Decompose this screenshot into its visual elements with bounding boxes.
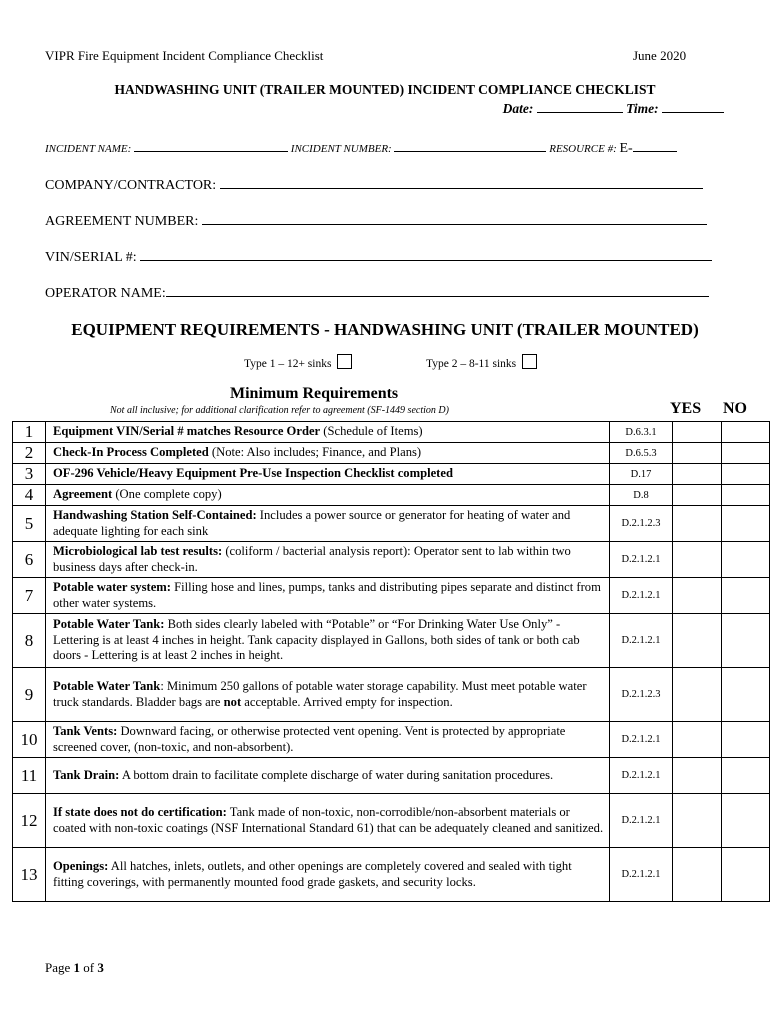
table-row — [13, 464, 770, 485]
table-row — [13, 722, 770, 758]
operator-row — [45, 282, 709, 302]
vin-field[interactable] — [140, 246, 712, 261]
no-checkbox-cell[interactable] — [722, 794, 770, 848]
table-row — [13, 443, 770, 464]
item-description-text: Tank made of non-toxic, non-corrodible/non-absorbent materials or coated with non-toxic coatings (NSF International Standard 61) that can be adequately cleaned and sanitized. — [53, 805, 604, 835]
item-number: 1 — [13, 422, 46, 443]
no-checkbox-cell[interactable] — [722, 722, 770, 758]
item-reference: D.8 — [610, 485, 673, 506]
type1-checkbox[interactable] — [337, 354, 352, 369]
table-row — [13, 578, 770, 614]
item-number: 7 — [13, 578, 46, 614]
item-description-bold: Handwashing Station Self-Contained: — [53, 508, 257, 523]
item-reference: D.2.1.2.3 — [610, 506, 673, 542]
item-reference: D.2.1.2.1 — [610, 794, 673, 848]
table-row — [13, 668, 770, 722]
no-checkbox-cell[interactable] — [722, 542, 770, 578]
item-description-bold: Microbiological lab test results: — [53, 544, 223, 559]
item-number: 3 — [13, 464, 46, 485]
incident-name-field[interactable] — [134, 139, 288, 152]
item-description-bold: If state does not do certification: — [53, 805, 227, 820]
type2-option — [426, 354, 537, 370]
operator-field[interactable] — [166, 282, 709, 297]
item-reference: D.2.1.2.3 — [610, 668, 673, 722]
table-row — [13, 614, 770, 668]
table-row — [13, 422, 770, 443]
page-number — [45, 960, 104, 976]
item-reference: D.2.1.2.1 — [610, 614, 673, 668]
item-number: 5 — [13, 506, 46, 542]
yes-checkbox-cell[interactable] — [673, 578, 722, 614]
requirements-table — [12, 421, 770, 902]
yes-checkbox-cell[interactable] — [673, 485, 722, 506]
item-description-text: Includes a power source or generator for heating of water and adequate lighting for each sink — [53, 508, 571, 538]
date-field[interactable] — [537, 100, 623, 113]
company-row — [45, 174, 703, 194]
no-checkbox-cell[interactable] — [722, 443, 770, 464]
item-description — [46, 464, 610, 485]
no-checkbox-cell[interactable] — [722, 422, 770, 443]
table-row — [13, 794, 770, 848]
table-row — [13, 848, 770, 902]
vin-label: VIN/SERIAL #: — [45, 250, 137, 265]
item-description — [46, 485, 610, 506]
item-description — [46, 422, 610, 443]
minimum-requirements-title: Minimum Requirements — [230, 385, 399, 402]
item-number: 8 — [13, 614, 46, 668]
page-word: Page — [45, 960, 71, 975]
no-checkbox-cell[interactable] — [722, 668, 770, 722]
checklist-title: HANDWASHING UNIT (TRAILER MOUNTED) INCIDENT COMPLIANCE CHECKLIST — [114, 82, 656, 97]
minimum-requirements-note: Not all inclusive; for additional clarification refer to agreement (SF-1449 section D) — [110, 405, 449, 416]
item-reference: D.6.5.3 — [610, 443, 673, 464]
item-description — [46, 542, 610, 578]
no-checkbox-cell[interactable] — [722, 464, 770, 485]
no-checkbox-cell[interactable] — [722, 848, 770, 902]
agreement-label: AGREEMENT NUMBER: — [45, 214, 199, 229]
item-description-text: A bottom drain to facilitate complete discharge of water during sanitation procedures. — [119, 767, 554, 782]
item-description-text: Filling hose and lines, pumps, tanks and distributing pipes separate and distinct from other water systems. — [53, 580, 601, 610]
item-reference: D.2.1.2.1 — [610, 758, 673, 794]
yes-checkbox-cell[interactable] — [673, 758, 722, 794]
item-description — [46, 794, 610, 848]
item-description-bold: Equipment VIN/Serial # matches Resource Order — [53, 424, 321, 439]
type2-label: Type 2 – 8-11 sinks — [426, 358, 517, 370]
item-description-text: : Minimum 250 gallons of potable water storage capability. Must meet potable water truck standards. Bladder bags are — [53, 679, 587, 709]
section-title: EQUIPMENT REQUIREMENTS - HANDWASHING UNIT (TRAILER MOUNTED) — [71, 320, 699, 339]
item-description-text: acceptable. Arrived empty for inspection. — [241, 694, 453, 709]
item-number: 12 — [13, 794, 46, 848]
item-description — [46, 668, 610, 722]
item-number: 9 — [13, 668, 46, 722]
item-description-bold: OF-296 Vehicle/Heavy Equipment Pre-Use Inspection Checklist completed — [53, 466, 453, 481]
yes-checkbox-cell[interactable] — [673, 464, 722, 485]
item-description-bold: Tank Vents: — [53, 724, 118, 739]
no-checkbox-cell[interactable] — [722, 614, 770, 668]
yes-checkbox-cell[interactable] — [673, 542, 722, 578]
item-description — [46, 578, 610, 614]
item-number: 6 — [13, 542, 46, 578]
page-of: of — [83, 960, 95, 975]
agreement-row — [45, 210, 707, 230]
item-reference: D.2.1.2.1 — [610, 722, 673, 758]
item-description-text: Downward facing, or otherwise protected vent opening. Vent is protected by appropriate screened cover, (non-toxic, and non-absorbent). — [53, 724, 566, 754]
item-description-text: (One complete copy) — [112, 487, 222, 502]
type1-option — [244, 354, 352, 370]
item-reference: D.2.1.2.1 — [610, 542, 673, 578]
item-description-bold: Openings: — [53, 859, 109, 874]
item-description-bold: not — [223, 694, 242, 709]
no-checkbox-cell[interactable] — [722, 506, 770, 542]
item-reference: D.2.1.2.1 — [610, 848, 673, 902]
table-row — [13, 506, 770, 542]
yes-checkbox-cell[interactable] — [673, 794, 722, 848]
table-row — [13, 485, 770, 506]
item-description — [46, 722, 610, 758]
incident-number-label: INCIDENT NUMBER: — [290, 143, 392, 155]
item-reference: D.17 — [610, 464, 673, 485]
resource-prefix: E- — [619, 141, 633, 156]
item-description-bold: Potable Water Tank — [53, 679, 161, 694]
item-description-bold: Potable water system: — [53, 580, 171, 595]
no-checkbox-cell[interactable] — [722, 758, 770, 794]
item-description — [46, 758, 610, 794]
page-current: 1 — [73, 960, 81, 975]
date-label: Date: — [502, 101, 534, 116]
resource-number-label: RESOURCE #: — [549, 143, 617, 155]
incident-row — [45, 139, 725, 157]
item-number: 4 — [13, 485, 46, 506]
yes-checkbox-cell[interactable] — [673, 722, 722, 758]
item-reference: D.6.3.1 — [610, 422, 673, 443]
item-description — [46, 848, 610, 902]
resource-number-field[interactable] — [633, 139, 677, 152]
yes-checkbox-cell[interactable] — [673, 506, 722, 542]
item-description-text: Both sides clearly labeled with “Potable” or “For Drinking Water Use Only” - Lettering is at least 4 inches in height. Tank capacity displayed in Gallons, both sides of tank or both cab doors - Lettering is at least 2 inches in height. — [53, 617, 580, 663]
page-total: 3 — [97, 960, 104, 975]
no-checkbox-cell[interactable] — [722, 485, 770, 506]
time-field[interactable] — [662, 100, 724, 113]
yes-checkbox-cell[interactable] — [673, 614, 722, 668]
item-description — [46, 443, 610, 464]
agreement-field[interactable] — [202, 210, 707, 225]
item-number: 2 — [13, 443, 46, 464]
item-number: 10 — [13, 722, 46, 758]
item-number: 13 — [13, 848, 46, 902]
no-column-header: NO — [723, 400, 747, 417]
item-description-text: All hatches, inlets, outlets, and other openings are completely covered and sealed with tight fitting coverings, with permanently mounted food grade gaskets, and security locks. — [53, 859, 572, 889]
type1-label: Type 1 – 12+ sinks — [244, 358, 332, 370]
date-time-row — [503, 100, 724, 117]
yes-checkbox-cell[interactable] — [673, 422, 722, 443]
item-description-bold: Potable Water Tank: — [53, 617, 165, 632]
item-description-text: (coliform / bacterial analysis report): Operator sent to lab within two business days after check-in. — [53, 544, 571, 574]
incident-name-label: INCIDENT NAME: — [45, 143, 132, 155]
item-description-text: (Schedule of Items) — [320, 424, 423, 439]
item-reference: D.2.1.2.1 — [610, 578, 673, 614]
no-checkbox-cell[interactable] — [722, 578, 770, 614]
table-row — [13, 542, 770, 578]
time-label: Time: — [626, 101, 659, 116]
type2-checkbox[interactable] — [522, 354, 537, 369]
item-description-text: (Note: Also includes; Finance, and Plans) — [208, 445, 422, 460]
document-header-title: VIPR Fire Equipment Incident Compliance Checklist — [45, 48, 324, 63]
yes-checkbox-cell[interactable] — [673, 848, 722, 902]
yes-checkbox-cell[interactable] — [673, 443, 722, 464]
incident-number-field[interactable] — [394, 139, 546, 152]
item-description-bold: Agreement — [53, 487, 113, 502]
item-number: 11 — [13, 758, 46, 794]
item-description — [46, 506, 610, 542]
item-description — [46, 614, 610, 668]
company-field[interactable] — [220, 174, 703, 189]
vin-row — [45, 246, 712, 266]
yes-column-header: YES — [670, 400, 702, 417]
document-header-date: June 2020 — [633, 48, 687, 63]
table-row — [13, 758, 770, 794]
company-label: COMPANY/CONTRACTOR: — [45, 178, 217, 193]
operator-label: OPERATOR NAME: — [45, 286, 166, 301]
item-description-bold: Check-In Process Completed — [53, 445, 209, 460]
yes-checkbox-cell[interactable] — [673, 668, 722, 722]
item-description-bold: Tank Drain: — [53, 767, 120, 782]
